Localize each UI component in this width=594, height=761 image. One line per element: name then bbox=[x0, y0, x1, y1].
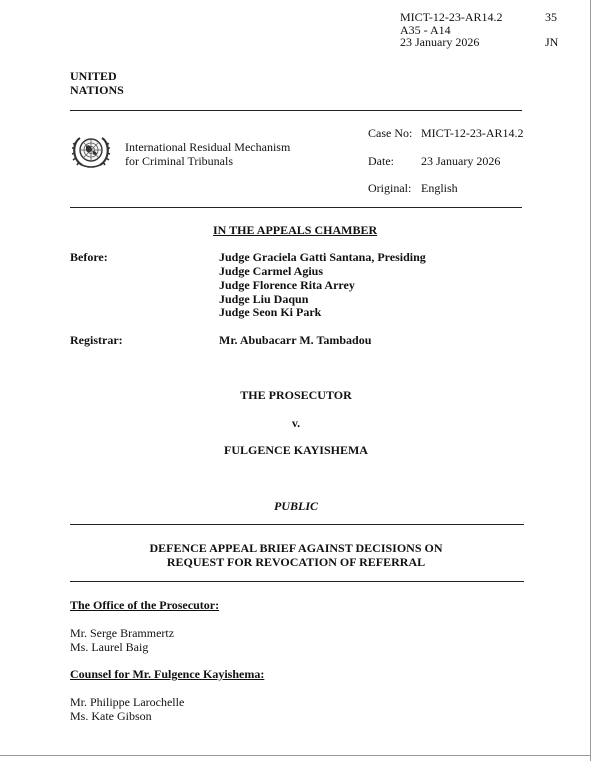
date-value: 23 January 2026 bbox=[421, 154, 501, 168]
prosecution-member: Mr. Serge Brammertz bbox=[70, 626, 175, 640]
document-title-line2: REQUEST FOR REVOCATION OF REFERRAL bbox=[166, 555, 426, 569]
party-prosecutor: THE PROSECUTOR bbox=[240, 388, 352, 402]
header-page-range: A35 - A14 bbox=[400, 23, 451, 37]
rule-below-title bbox=[70, 581, 524, 582]
header-case-ref: MICT-12-23-AR14.2 bbox=[400, 10, 503, 24]
registrar-label: Registrar: bbox=[70, 333, 123, 347]
judge-item: Judge Graciela Gatti Santana, Presiding bbox=[219, 250, 426, 264]
header-initials: JN bbox=[545, 35, 559, 49]
tribunal-name-line1: International Residual Mechanism bbox=[125, 140, 291, 154]
prosecution-member: Ms. Laurel Baig bbox=[70, 640, 149, 654]
org-name-line1: UNITED bbox=[70, 69, 117, 83]
chamber-heading: IN THE APPEALS CHAMBER bbox=[213, 223, 378, 237]
rule-above-title bbox=[70, 524, 524, 525]
document-title-line1: DEFENCE APPEAL BRIEF AGAINST DECISIONS ON bbox=[149, 541, 443, 555]
counsel-member: Ms. Kate Gibson bbox=[70, 709, 152, 723]
judge-item: Judge Liu Daqun bbox=[219, 292, 309, 306]
original-value: English bbox=[421, 181, 458, 195]
registrar-name: Mr. Abubacarr M. Tambadou bbox=[219, 333, 372, 347]
case-no-label: Case No: bbox=[368, 126, 413, 140]
prosecution-office-heading: The Office of the Prosecutor: bbox=[70, 598, 220, 612]
page-bottom-edge bbox=[0, 755, 591, 756]
date-label: Date: bbox=[368, 154, 394, 168]
judge-item: Judge Seon Ki Park bbox=[219, 305, 322, 319]
case-no-value: MICT-12-23-AR14.2 bbox=[421, 126, 524, 140]
org-name-line2: NATIONS bbox=[70, 83, 124, 97]
tribunal-name-line2: for Criminal Tribunals bbox=[125, 154, 234, 168]
party-accused: FULGENCE KAYISHEMA bbox=[224, 443, 368, 457]
classification-label: PUBLIC bbox=[273, 499, 318, 513]
judge-item: Judge Carmel Agius bbox=[219, 264, 324, 278]
party-versus: v. bbox=[291, 416, 301, 430]
rule-below-header bbox=[70, 207, 522, 208]
before-label: Before: bbox=[70, 250, 108, 264]
un-emblem-icon bbox=[70, 133, 112, 169]
rule-top bbox=[70, 110, 522, 111]
original-label: Original: bbox=[368, 181, 412, 195]
header-date: 23 January 2026 bbox=[400, 35, 480, 49]
counsel-member: Mr. Philippe Larochelle bbox=[70, 695, 185, 709]
page-right-edge bbox=[590, 0, 591, 761]
judge-item: Judge Florence Rita Arrey bbox=[219, 278, 355, 292]
header-page-number: 35 bbox=[545, 10, 557, 24]
counsel-heading: Counsel for Mr. Fulgence Kayishema: bbox=[70, 667, 265, 681]
